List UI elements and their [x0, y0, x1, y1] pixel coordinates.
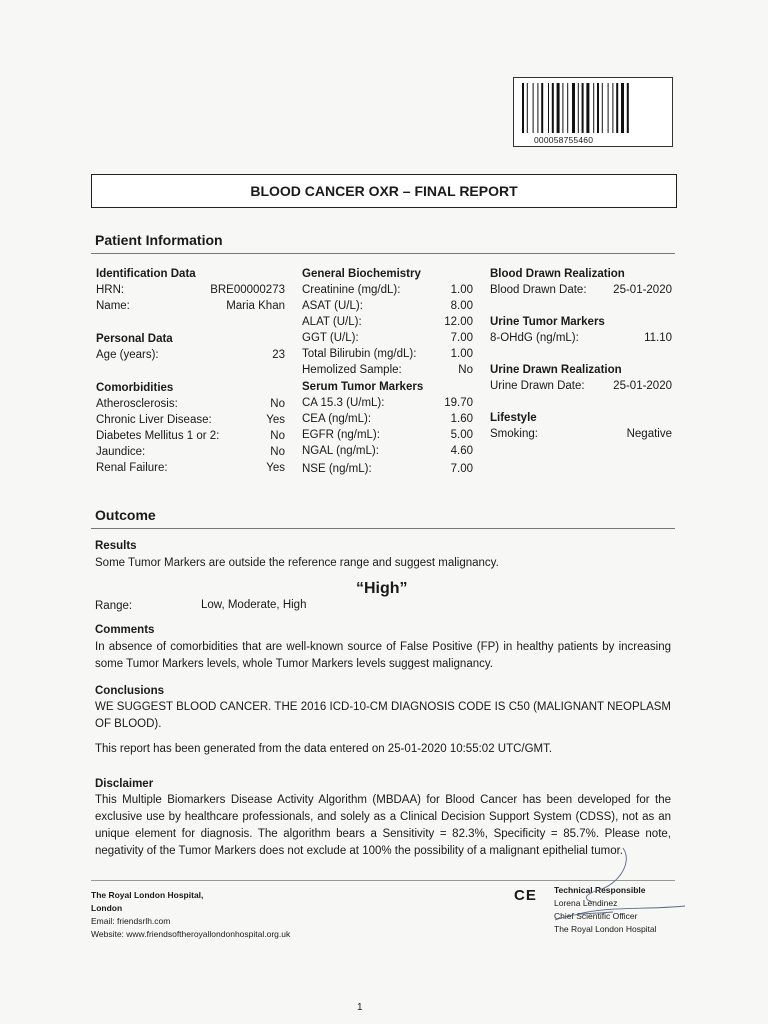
- disclaimer-heading: Disclaimer: [95, 778, 154, 790]
- field-row: [96, 347, 285, 363]
- conclusions-text: WE SUGGEST BLOOD CANCER. THE 2016 ICD-10-CM DIAGNOSIS CODE IS C50 (MALIGNANT NEOPLASM OF BLOOD).: [95, 701, 671, 730]
- field-label: CEA (ng/mL):: [302, 413, 372, 425]
- tech-name: Lorena Lendinez: [554, 898, 618, 908]
- field-row: [490, 282, 672, 298]
- field-row: [302, 461, 473, 477]
- hospital-city: London: [91, 903, 123, 913]
- field-value: Yes: [266, 462, 285, 474]
- field-row: [96, 298, 285, 314]
- field-value: 7.00: [450, 463, 473, 475]
- field-label: NGAL (ng/mL):: [302, 445, 379, 457]
- field-label: Atherosclerosis:: [96, 398, 178, 410]
- barcode-number: 000058755460: [534, 135, 594, 145]
- field-label: Renal Failure:: [96, 462, 168, 474]
- field-label: HRN:: [96, 284, 125, 296]
- field-label: Smoking:: [490, 428, 538, 440]
- urine-drawn-heading: Urine Drawn Realization: [490, 364, 622, 376]
- comorbidities-heading: Comorbidities: [96, 382, 174, 394]
- page-number: 1: [357, 1002, 363, 1013]
- comments-text: In absence of comorbidities that are well-known source of False Positive (FP) in healthy patients by increasing some Tumor Markers levels, whole Tumor Markers levels suggest malignancy.: [95, 641, 671, 670]
- field-row: [96, 396, 285, 412]
- field-label: Urine Drawn Date:: [490, 380, 585, 392]
- field-row: [96, 444, 285, 460]
- field-label: EGFR (ng/mL):: [302, 429, 380, 441]
- generated-text: This report has been generated from the data entered on 25-01-2020 10:55:02 UTC/GMT.: [95, 743, 553, 755]
- field-value: 11.10: [644, 332, 672, 344]
- hospital-website: Website: www.friendsoftheroyallondonhospital.org.uk: [91, 929, 291, 939]
- field-value: 5.00: [450, 429, 473, 441]
- biochemistry-heading: General Biochemistry: [302, 268, 421, 280]
- field-row: [302, 395, 473, 411]
- field-row: [302, 330, 473, 346]
- field-row: [302, 282, 473, 298]
- field-row: [302, 362, 473, 378]
- field-value: 1.00: [450, 348, 473, 360]
- report-title: BLOOD CANCER OXR – FINAL REPORT: [250, 183, 518, 199]
- comments-heading: Comments: [95, 624, 155, 636]
- field-row: [96, 428, 285, 444]
- range-label: Range:: [95, 600, 133, 612]
- field-value: 19.70: [444, 397, 473, 409]
- results-heading: Results: [95, 540, 137, 552]
- hospital-email: Email: friendsrlh.com: [91, 916, 171, 926]
- field-row: [490, 426, 672, 442]
- field-label: Diabetes Mellitus 1 or 2:: [96, 430, 220, 442]
- field-label: Age (years):: [96, 349, 159, 361]
- field-row: [302, 314, 473, 330]
- field-row: [96, 282, 285, 298]
- field-label: GGT (U/L):: [302, 332, 359, 344]
- field-label: Chronic Liver Disease:: [96, 414, 212, 426]
- hospital-name: The Royal London Hospital,: [91, 890, 204, 900]
- divider: [91, 253, 675, 254]
- field-row: [96, 460, 285, 476]
- field-value: 1.60: [450, 413, 473, 425]
- disclaimer-text: This Multiple Biomarkers Disease Activity Algorithm (MBDAA) for Blood Cancer has been developed for the exclusive use by healthcare professionals, and solely as a Clinical Decision Support System (CDSS), not as an unique element for diagnosis. The algorithm bears a Sensitivity = 82.3%, Specificity = 85.7%. Please note, negativity of the Tumor Markers does not exclude at 100% the possibility of a malignant epithelial tumor.: [95, 794, 671, 857]
- field-label: Creatinine (mg/dL):: [302, 284, 401, 296]
- field-label: Blood Drawn Date:: [490, 284, 587, 296]
- range-value: Low, Moderate, High: [201, 599, 307, 611]
- barcode-bars: [520, 83, 666, 133]
- field-value: 4.60: [450, 445, 473, 457]
- outcome-heading: Outcome: [95, 507, 156, 523]
- patient-info-heading: Patient Information: [95, 232, 223, 248]
- field-value: 8.00: [450, 300, 473, 312]
- results-text: Some Tumor Markers are outside the reference range and suggest malignancy.: [95, 557, 499, 569]
- field-value: BRE00000273: [210, 284, 285, 296]
- field-row: [490, 378, 672, 394]
- field-value: No: [270, 398, 285, 410]
- tech-role: Chief Scientific Officer: [554, 911, 638, 921]
- signature-icon: [535, 840, 695, 935]
- urine-markers-heading: Urine Tumor Markers: [490, 316, 605, 328]
- column-left: [96, 266, 285, 476]
- field-value: No: [270, 430, 285, 442]
- field-row: [96, 412, 285, 428]
- field-row: [490, 330, 672, 346]
- field-row: [302, 346, 473, 362]
- lifestyle-heading: Lifestyle: [490, 412, 537, 424]
- field-value: Maria Khan: [226, 300, 285, 312]
- divider: [91, 528, 675, 529]
- field-label: ASAT (U/L):: [302, 300, 363, 312]
- barcode: [513, 77, 673, 147]
- field-label: 8-OHdG (ng/mL):: [490, 332, 579, 344]
- field-value: No: [270, 446, 285, 458]
- field-label: CA 15.3 (U/mL):: [302, 397, 385, 409]
- conclusions-heading: Conclusions: [95, 685, 165, 697]
- field-label: Name:: [96, 300, 130, 312]
- ce-mark-icon: CE: [514, 887, 537, 904]
- column-middle: [302, 266, 473, 477]
- field-row: [302, 443, 473, 459]
- field-value: 12.00: [444, 316, 473, 328]
- column-right: [490, 266, 672, 442]
- field-label: NSE (ng/mL):: [302, 463, 372, 475]
- field-value: Negative: [626, 428, 672, 440]
- field-value: 7.00: [450, 332, 473, 344]
- field-value: 25-01-2020: [613, 380, 672, 392]
- field-value: 1.00: [450, 284, 473, 296]
- field-value: No: [458, 364, 473, 376]
- identification-heading: Identification Data: [96, 268, 196, 280]
- field-row: [302, 411, 473, 427]
- footer-hospital-block: [91, 889, 290, 941]
- blood-drawn-heading: Blood Drawn Realization: [490, 268, 625, 280]
- tech-hospital: The Royal London Hospital: [554, 924, 657, 934]
- report-title-box: [91, 174, 677, 208]
- field-label: Total Bilirubin (mg/dL):: [302, 348, 417, 360]
- field-label: Jaundice:: [96, 446, 146, 458]
- field-label: Hemolized Sample:: [302, 364, 402, 376]
- result-level: “High”: [356, 580, 408, 597]
- field-value: Yes: [266, 414, 285, 426]
- field-label: ALAT (U/L):: [302, 316, 362, 328]
- field-value: 23: [272, 349, 285, 361]
- field-row: [302, 298, 473, 314]
- field-value: 25-01-2020: [613, 284, 672, 296]
- tech-heading: Technical Responsible: [554, 885, 646, 895]
- serum-markers-heading: Serum Tumor Markers: [302, 381, 424, 393]
- personal-heading: Personal Data: [96, 333, 173, 345]
- field-row: [302, 427, 473, 443]
